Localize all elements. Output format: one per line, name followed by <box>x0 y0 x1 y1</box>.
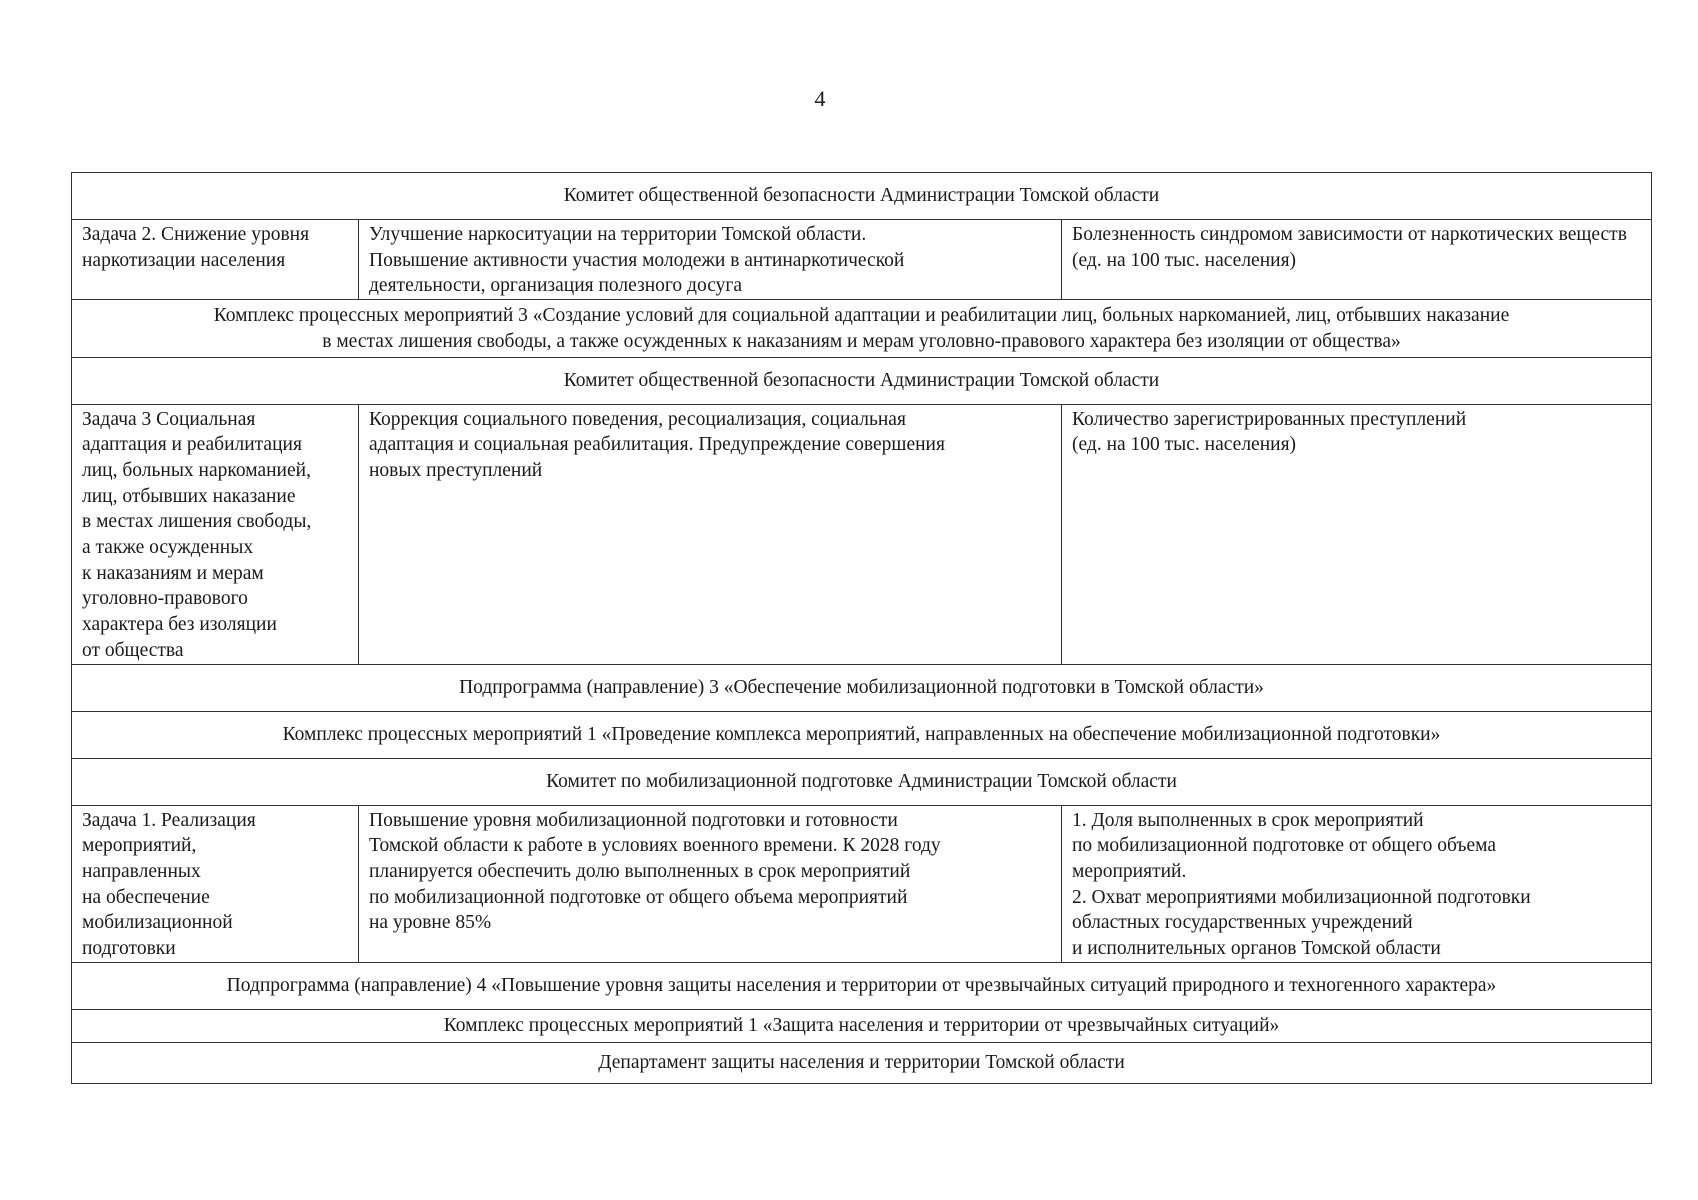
task-line: в местах лишения свободы, <box>82 511 312 533</box>
complex-header <box>72 300 1652 357</box>
description-line: Томской области к работе в условиях военного времени. К 2028 году <box>369 835 941 857</box>
complex-header: Комплекс процессных мероприятий 1 «Проведение комплекса мероприятий, направленных на обеспечение мобилизационной подготовки» <box>72 711 1652 758</box>
table-row <box>72 664 1652 711</box>
description-line: по мобилизационной подготовке от общего объема мероприятий <box>369 886 908 908</box>
department-header: Департамент защиты населения и территории Томской области <box>72 1042 1652 1083</box>
task-line: направленных <box>82 860 201 882</box>
task-line: к наказаниям и мерам <box>82 562 264 584</box>
task-text: Задача 2. Снижение уровня наркотизации населения <box>82 224 310 271</box>
table-row <box>72 404 1652 664</box>
task-cell <box>72 404 359 664</box>
indicator-cell <box>1062 805 1652 962</box>
description-cell <box>359 220 1062 300</box>
task-line: мероприятий, <box>82 835 197 857</box>
indicator-cell <box>1062 220 1652 300</box>
indicator-line: 1. Доля выполненных в срок мероприятий <box>1072 809 1424 831</box>
table-row <box>72 711 1652 758</box>
page-number: 4 <box>814 86 826 111</box>
committee-header: Комитет по мобилизационной подготовке Администрации Томской области <box>72 758 1652 805</box>
indicator-line: (ед. на 100 тыс. населения) <box>1072 434 1297 456</box>
table-row <box>72 173 1652 220</box>
table-row <box>72 1042 1652 1083</box>
indicator-text: Болезненность синдромом зависимости от наркотических веществ (ед. на 100 тыс. населения) <box>1072 224 1627 271</box>
description-line: Повышение активности участия молодежи в антинаркотической <box>369 249 905 271</box>
complex-header: Комплекс процессных мероприятий 1 «Защита населения и территории от чрезвычайных ситуаций» <box>72 1009 1652 1042</box>
description-line: планируется обеспечить долю выполненных в срок мероприятий <box>369 860 911 882</box>
table-row <box>72 758 1652 805</box>
indicator-line: и исполнительных органов Томской области <box>1072 938 1441 960</box>
indicator-line: 2. Охват мероприятиями мобилизационной подготовки <box>1072 886 1531 908</box>
task-cell <box>72 805 359 962</box>
description-cell <box>359 805 1062 962</box>
table-row <box>72 962 1652 1009</box>
task-line: на обеспечение <box>82 886 210 908</box>
description-cell <box>359 404 1062 664</box>
table-row <box>72 300 1652 357</box>
complex-line: Комплекс процессных мероприятий 3 «Создание условий для социальной адаптации и реабилитации лиц, больных наркоманией, лиц, отбывших наказание <box>213 305 1510 327</box>
description-line: адаптация и социальная реабилитация. Предупреждение совершения <box>369 434 945 456</box>
subprogram-header: Подпрограмма (направление) 4 «Повышение уровня защиты населения и территории от чрезвычайных ситуаций природного и техногенного характера» <box>72 962 1652 1009</box>
task-line: а также осужденных <box>82 537 254 559</box>
table-row <box>72 357 1652 404</box>
description-line: Улучшение наркоситуации на территории Томской области. <box>369 224 867 245</box>
table-row <box>72 220 1652 300</box>
indicator-line: областных государственных учреждений <box>1072 912 1413 934</box>
table-row <box>72 1009 1652 1042</box>
description-line: новых преступлений <box>369 459 543 481</box>
table-row <box>72 805 1652 962</box>
indicator-line: мероприятий. <box>1072 860 1187 882</box>
description-line: деятельности, организация полезного досуга <box>369 275 743 297</box>
task-line: лиц, отбывших наказание <box>82 485 296 507</box>
task-line: подготовки <box>82 938 176 960</box>
description-line: Коррекция социального поведения, ресоциализация, социальная <box>369 408 906 430</box>
task-line: Задача 1. Реализация <box>82 809 256 831</box>
indicator-cell <box>1062 404 1652 664</box>
task-line: от общества <box>82 639 184 661</box>
task-line: Задача 3 Социальная <box>82 408 256 430</box>
program-table <box>71 172 1652 1084</box>
subprogram-header: Подпрограмма (направление) 3 «Обеспечение мобилизационной подготовки в Томской области» <box>72 664 1652 711</box>
task-cell <box>72 220 359 300</box>
indicator-line: Количество зарегистрированных преступлений <box>1072 408 1467 430</box>
committee-header: Комитет общественной безопасности Администрации Томской области <box>72 357 1652 404</box>
committee-header: Комитет общественной безопасности Администрации Томской области <box>72 173 1652 220</box>
task-line: адаптация и реабилитация <box>82 434 302 456</box>
description-line: на уровне 85% <box>369 912 492 934</box>
indicator-line: по мобилизационной подготовке от общего объема <box>1072 835 1497 857</box>
task-line: мобилизационной <box>82 912 233 934</box>
task-line: уголовно-правового <box>82 588 248 610</box>
task-line: характера без изоляции <box>82 614 277 636</box>
task-line: лиц, больных наркоманией, <box>82 459 311 481</box>
description-line: Повышение уровня мобилизационной подготовки и готовности <box>369 809 898 831</box>
complex-line: в местах лишения свободы, а также осужденных к наказаниям и мерам уголовно-правового характера без изоляции от общества» <box>322 330 1401 352</box>
